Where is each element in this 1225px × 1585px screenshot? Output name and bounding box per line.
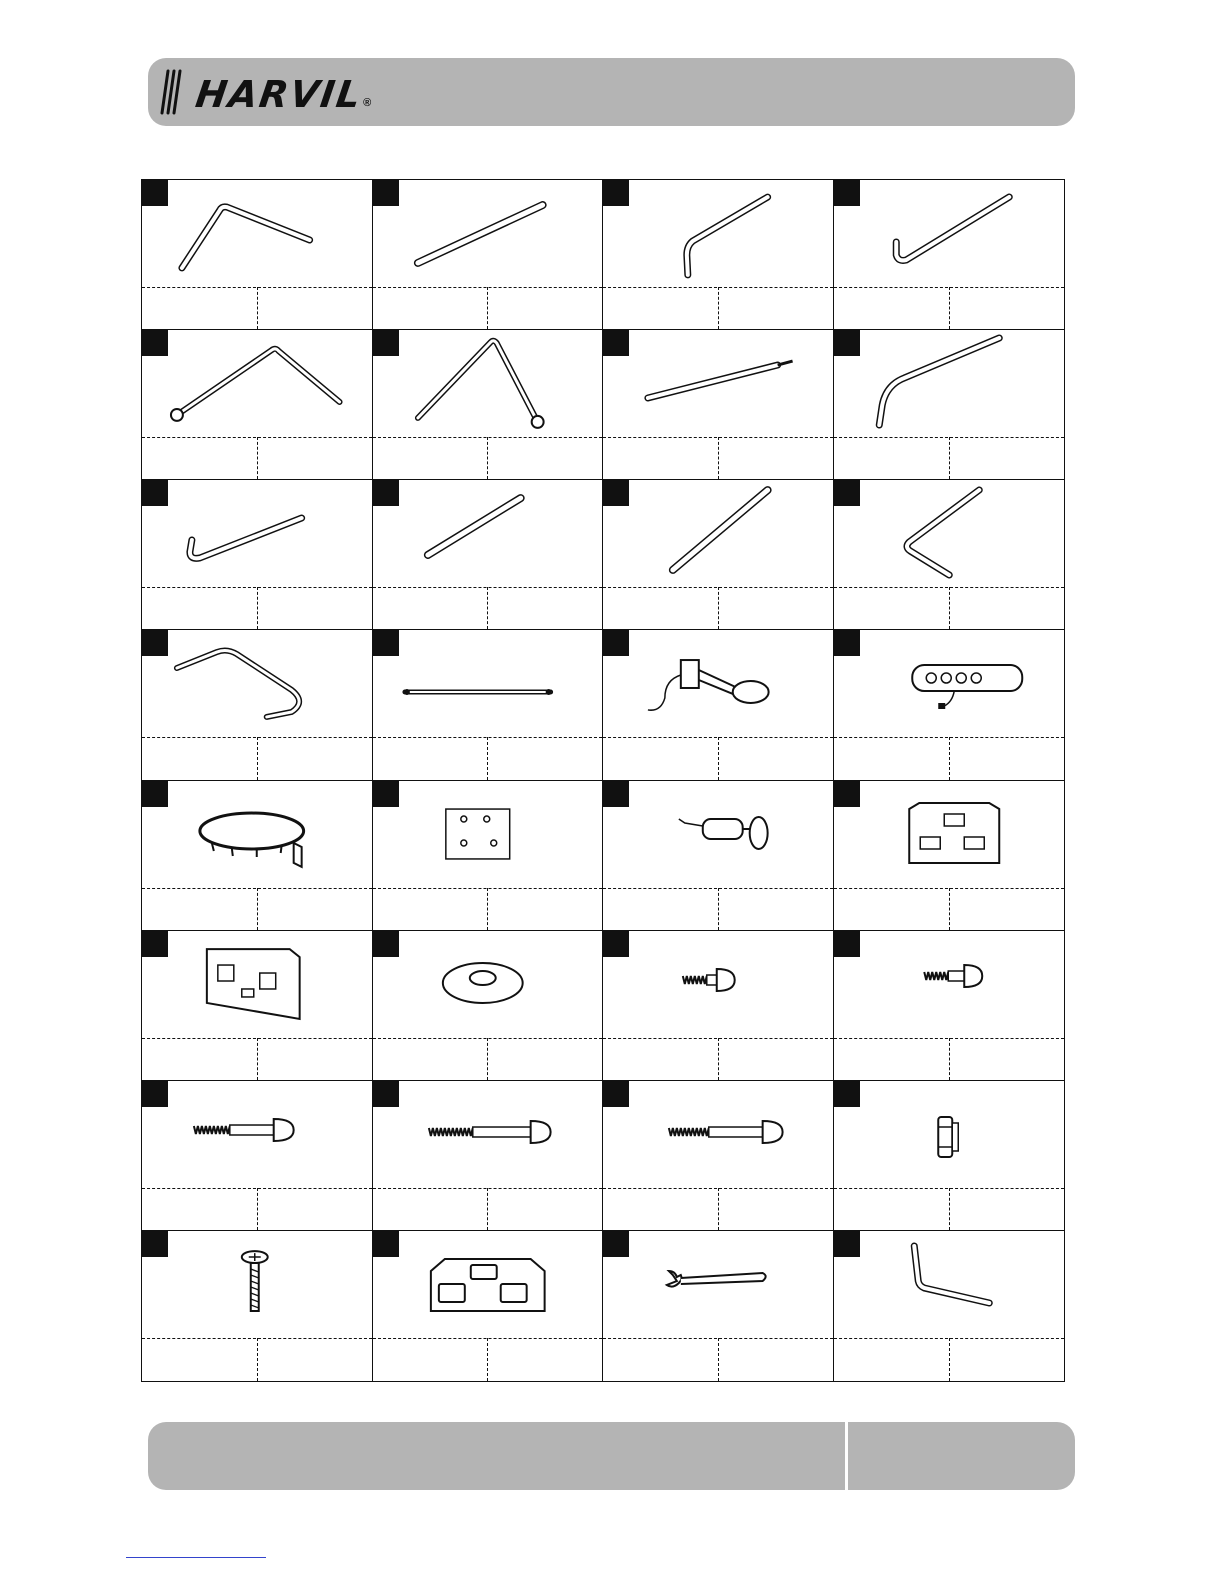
nut-icon [834,1081,1065,1186]
part-cell [142,630,373,780]
hooked-tube-icon [834,180,1065,285]
cell-divider [257,587,258,629]
cell-divider [949,1188,950,1230]
part-cell [142,330,373,480]
part-cell [834,1081,1065,1231]
long-bolt-icon [603,1081,833,1186]
short-bolt-icon [834,931,1065,1036]
bent-end-tube-icon [603,180,833,285]
u-frame-tube-icon [142,630,372,735]
cell-divider [487,1188,488,1230]
part-cell [373,180,604,330]
cell-divider [718,1188,719,1230]
cell-divider [257,437,258,479]
flat-end-tube-icon [603,330,833,435]
part-cell [834,1231,1065,1381]
part-cell [834,180,1065,330]
brand-logo [160,66,371,118]
straight-tube-icon [373,180,603,285]
part-cell [603,1081,834,1231]
basketball-hoop-icon [142,781,372,886]
cell-divider [718,1338,719,1381]
backboard-panel-icon [142,931,372,1036]
scoreboard-icon [834,781,1065,886]
cell-divider [718,587,719,629]
curved-tube-icon [834,330,1065,435]
part-cell [373,330,604,480]
part-cell [142,1231,373,1381]
part-cell [142,180,373,330]
part-cell [373,1081,604,1231]
header-bar [148,58,1075,126]
part-cell [603,330,834,480]
l-tube-icon [834,480,1065,585]
part-cell [373,781,604,931]
cell-divider [257,888,258,930]
cell-divider [487,287,488,329]
cell-divider [487,587,488,629]
short-bolt-icon [603,931,833,1036]
part-cell [834,630,1065,780]
cell-divider [487,888,488,930]
part-cell [373,630,604,780]
cell-divider [718,737,719,779]
cell-divider [257,1038,258,1080]
wrench-icon [603,1231,833,1336]
cell-divider [949,587,950,629]
bottom-rule [126,1557,266,1558]
part-cell [603,480,834,630]
foot-inverted-v-tube-icon [373,330,603,435]
footer-divider [845,1422,848,1490]
part-cell [373,1231,604,1381]
part-cell [834,480,1065,630]
straight-tube-icon [603,480,833,585]
part-cell [834,330,1065,480]
part-cell [142,480,373,630]
cell-divider [257,1188,258,1230]
part-cell [142,931,373,1081]
part-cell [834,781,1065,931]
cell-divider [718,888,719,930]
cell-divider [487,437,488,479]
footer-bar [148,1422,1075,1490]
cell-divider [487,1338,488,1381]
part-cell [373,931,604,1081]
electronic-sensor-icon [603,781,833,886]
foot-angled-tube-icon [142,330,372,435]
cell-divider [487,737,488,779]
mounting-plate-icon [373,781,603,886]
sensor-bracket-icon [603,630,833,735]
part-cell [603,1231,834,1381]
parts-grid [141,179,1065,1382]
medium-bolt-icon [142,1081,372,1186]
allen-key-icon [834,1231,1065,1336]
cell-divider [949,737,950,779]
registered-mark: ® [363,97,372,109]
angled-tube-icon [142,180,372,285]
long-bolt-icon [373,1081,603,1186]
cell-divider [949,437,950,479]
cell-divider [718,437,719,479]
cell-divider [257,287,258,329]
cell-divider [718,1038,719,1080]
cell-divider [949,888,950,930]
part-cell [142,1081,373,1231]
cell-divider [257,737,258,779]
short-straight-tube-icon [373,480,603,585]
cell-divider [257,1338,258,1381]
cell-divider [949,1338,950,1381]
screw-icon [142,1231,372,1336]
part-cell [834,931,1065,1081]
part-cell [603,630,834,780]
part-cell [373,480,604,630]
l-tube-icon [142,480,372,585]
part-cell [603,180,834,330]
part-cell [603,931,834,1081]
part-cell [603,781,834,931]
cell-divider [949,287,950,329]
cell-divider [487,1038,488,1080]
display-cover-icon [373,1231,603,1336]
cell-divider [718,287,719,329]
brand-marks-icon [160,67,194,117]
part-cell [142,781,373,931]
brand-name: HARVIL [192,72,366,116]
control-panel-icon [834,630,1065,735]
cell-divider [949,1038,950,1080]
thin-rod-icon [373,630,603,735]
washer-icon [373,931,603,1036]
